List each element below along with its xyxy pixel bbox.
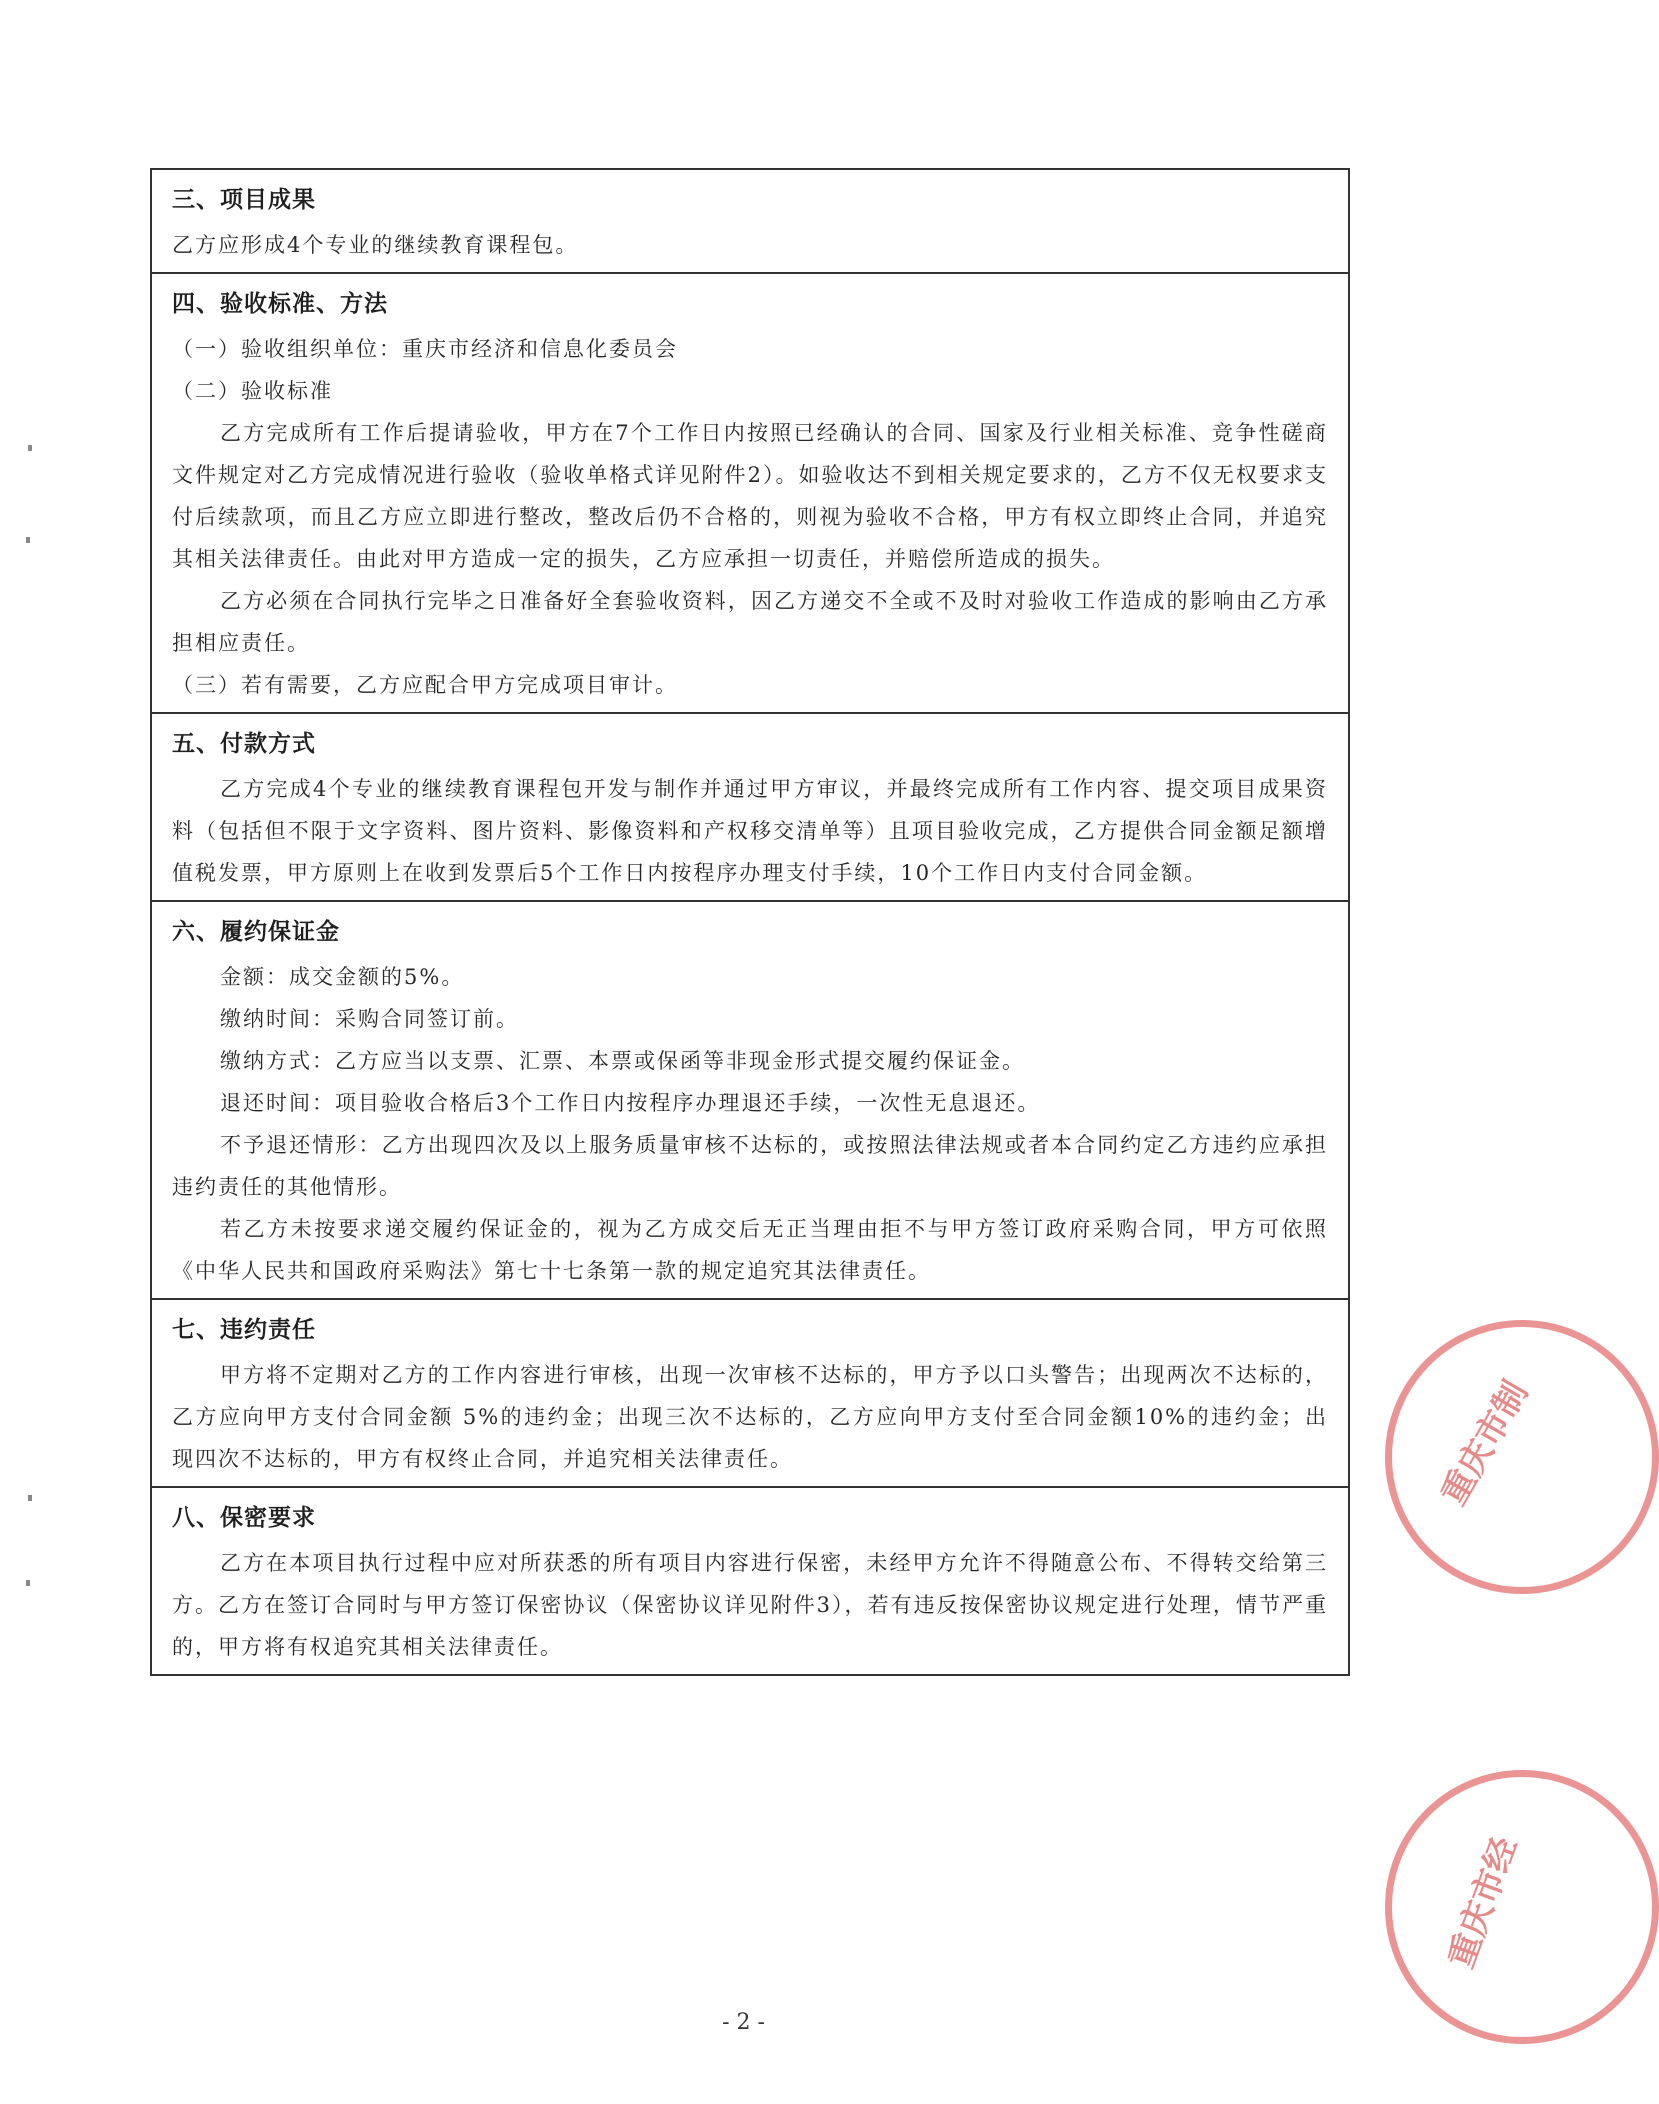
section-paragraph: （二）验收标准 [172,379,333,403]
section-paragraph: 甲方将不定期对乙方的工作内容进行审核，出现一次审核不达标的，甲方予以口头警告；出现两次不达标的，乙方应向甲方支付合同金额 5%的违约金；出现三次不达标的，乙方应向甲方支付至合同金额10%的违约金；出现四次不达标的，甲方有权终止合同，并追究相关法律责任。 [172,1363,1328,1471]
page-number: - 2 - [722,2010,765,2035]
section-paragraph: 乙方应形成4个专业的继续教育课程包。 [172,233,579,257]
section-heading: 三、项目成果 [172,187,316,213]
section-paragraph: 金额：成交金额的5%。 [220,965,465,989]
scan-speck [28,1495,32,1501]
contract-section [152,902,1348,1300]
section-paragraph: 乙方完成4个专业的继续教育课程包开发与制作并通过甲方审议，并最终完成所有工作内容、提交项目成果资料（包括但不限于文字资料、图片资料、影像资料和产权移交清单等）且项目验收完成，乙方提供合同金额足额增值税发票，甲方原则上在收到发票后5个工作日内按程序办理支付手续，10个工作日内支付合同金额。 [172,777,1328,885]
contract-section [152,1488,1348,1674]
section-heading: 四、验收标准、方法 [172,291,388,317]
section-paragraph: 乙方在本项目执行过程中应对所获悉的所有项目内容进行保密，未经甲方允许不得随意公布、不得转交给第三方。乙方在签订合同时与甲方签订保密协议（保密协议详见附件3），若有违反按保密协议规定进行处理，情节严重的，甲方将有权追究其相关法律责任。 [172,1551,1328,1659]
scan-speck [26,1580,30,1586]
contract-section [152,170,1348,274]
section-paragraph: 缴纳时间：采购合同签订前。 [220,1007,519,1031]
section-paragraph: 乙方完成所有工作后提请验收，甲方在7个工作日内按照已经确认的合同、国家及行业相关标准、竞争性磋商文件规定对乙方完成情况进行验收（验收单格式详见附件2）。如验收达不到相关规定要求的，乙方不仅无权要求支付后续款项，而且乙方应立即进行整改，整改后仍不合格的，则视为验收不合格，甲方有权立即终止合同，并追究其相关法律责任。由此对甲方造成一定的损失，乙方应承担一切责任，并赔偿所造成的损失。 [172,421,1328,571]
scan-speck [26,537,30,543]
section-heading: 五、付款方式 [172,731,316,757]
section-paragraph: 退还时间：项目验收合格后3个工作日内按程序办理退还手续，一次性无息退还。 [220,1091,1041,1115]
seal-text: 重庆市制 [1433,1374,1537,1513]
scan-speck [28,445,32,451]
red-seal-stamp [1385,1770,1659,2044]
section-paragraph: （一）验收组织单位：重庆市经济和信息化委员会 [172,337,678,361]
red-seal-stamp [1385,1320,1659,1594]
contract-section [152,1300,1348,1488]
section-paragraph: 若乙方未按要求递交履约保证金的，视为乙方成交后无正当理由拒不与甲方签订政府采购合同，甲方可依照《中华人民共和国政府采购法》第七十七条第一款的规定追究其法律责任。 [172,1217,1328,1283]
contract-section [152,714,1348,902]
section-paragraph: 缴纳方式：乙方应当以支票、汇票、本票或保函等非现金形式提交履约保证金。 [220,1049,1025,1073]
section-paragraph: 不予退还情形：乙方出现四次及以上服务质量审核不达标的，或按照法律法规或者本合同约定乙方违约应承担违约责任的其他情形。 [172,1133,1328,1199]
section-paragraph: （三）若有需要，乙方应配合甲方完成项目审计。 [172,673,678,697]
seal-text: 重庆市经 [1441,1831,1526,1974]
section-heading: 八、保密要求 [172,1505,316,1531]
contract-section [152,274,1348,714]
section-paragraph: 乙方必须在合同执行完毕之日准备好全套验收资料，因乙方递交不全或不及时对验收工作造成的影响由乙方承担相应责任。 [172,589,1328,655]
section-heading: 六、履约保证金 [172,919,340,945]
section-heading: 七、违约责任 [172,1317,316,1343]
contract-table [150,168,1350,1676]
